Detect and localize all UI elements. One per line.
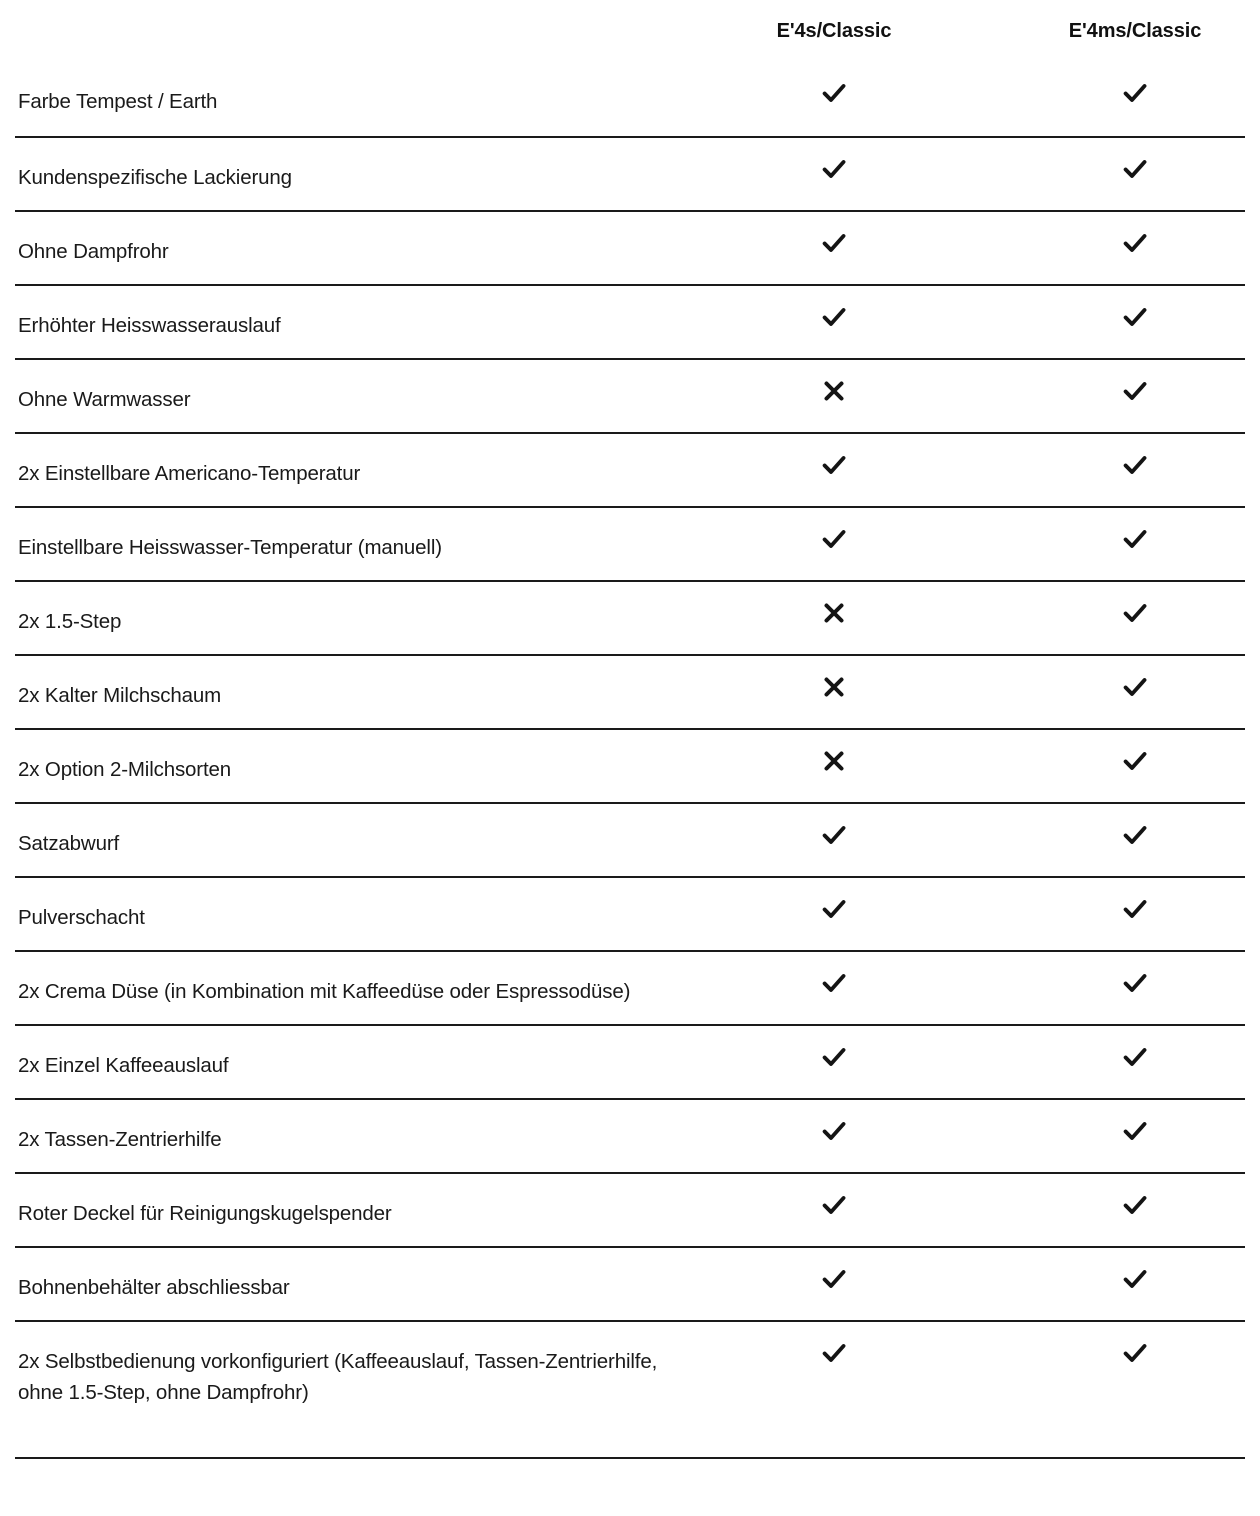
availability-cell-e4ms_classic <box>1009 212 1260 258</box>
column-header-e4ms-classic: E'4ms/Classic <box>1068 20 1202 42</box>
table-row <box>15 878 1245 952</box>
check-icon <box>1120 598 1150 628</box>
table-header-row <box>15 0 1245 62</box>
table-row <box>15 952 1245 1026</box>
check-icon <box>1120 524 1150 554</box>
availability-cell-e4s_classic <box>708 434 960 480</box>
feature-label: 2x Einstellbare Americano-Temperatur <box>18 462 361 485</box>
cross-icon <box>819 746 849 776</box>
check-icon <box>819 1338 849 1368</box>
check-icon <box>1120 1264 1150 1294</box>
availability-cell-e4ms_classic <box>1009 1100 1260 1146</box>
availability-cell-e4s_classic <box>708 1248 960 1294</box>
feature-label: Ohne Warmwasser <box>18 388 191 411</box>
table-row <box>15 286 1245 360</box>
check-icon <box>819 1042 849 1072</box>
feature-label: 2x Crema Düse (in Kombination mit Kaffeedüse oder Espressodüse) <box>18 980 631 1003</box>
availability-cell-e4ms_classic <box>1009 656 1260 702</box>
check-icon <box>819 228 849 258</box>
availability-cell-e4s_classic <box>708 138 960 184</box>
availability-cell-e4ms_classic <box>1009 730 1260 776</box>
feature-label: Ohne Dampfrohr <box>18 240 169 263</box>
check-icon <box>819 1116 849 1146</box>
availability-cell-e4ms_classic <box>1009 1026 1260 1072</box>
table-row <box>15 212 1245 286</box>
feature-label: Pulverschacht <box>18 906 145 929</box>
table-row <box>15 62 1245 138</box>
availability-cell-e4s_classic <box>708 508 960 554</box>
table-row <box>15 804 1245 878</box>
availability-cell-e4ms_classic <box>1009 62 1260 108</box>
cross-icon <box>819 376 849 406</box>
feature-label: Einstellbare Heisswasser-Temperatur (manuell) <box>18 536 442 559</box>
check-icon <box>1120 1190 1150 1220</box>
availability-cell-e4ms_classic <box>1009 1322 1260 1368</box>
table-row <box>15 656 1245 730</box>
availability-cell-e4s_classic <box>708 1174 960 1220</box>
table-row <box>15 1174 1245 1248</box>
check-icon <box>1120 376 1150 406</box>
availability-cell-e4ms_classic <box>1009 952 1260 998</box>
check-icon <box>1120 672 1150 702</box>
availability-cell-e4s_classic <box>708 360 960 406</box>
table-row <box>15 508 1245 582</box>
check-icon <box>819 968 849 998</box>
check-icon <box>819 524 849 554</box>
check-icon <box>819 820 849 850</box>
check-icon <box>1120 820 1150 850</box>
availability-cell-e4s_classic <box>708 878 960 924</box>
table-body <box>15 62 1245 1459</box>
check-icon <box>1120 154 1150 184</box>
feature-label: 2x Selbstbedienung vorkonfiguriert (Kaffeeauslauf, Tassen-Zentrierhilfe, ohne 1.5-Step, ohne Dampfrohr) <box>18 1350 658 1404</box>
availability-cell-e4s_classic <box>708 212 960 258</box>
table-row <box>15 1026 1245 1100</box>
availability-cell-e4s_classic <box>708 1322 960 1368</box>
table-row <box>15 1100 1245 1174</box>
availability-cell-e4ms_classic <box>1009 582 1260 628</box>
check-icon <box>819 302 849 332</box>
table-row <box>15 582 1245 656</box>
check-icon <box>1120 1042 1150 1072</box>
availability-cell-e4s_classic <box>708 656 960 702</box>
availability-cell-e4ms_classic <box>1009 138 1260 184</box>
feature-label: Farbe Tempest / Earth <box>18 90 218 113</box>
check-icon <box>1120 746 1150 776</box>
availability-cell-e4s_classic <box>708 582 960 628</box>
feature-label: 2x Einzel Kaffeeauslauf <box>18 1054 229 1077</box>
feature-label: Satzabwurf <box>18 832 120 855</box>
check-icon <box>1120 78 1150 108</box>
check-icon <box>1120 450 1150 480</box>
table-row <box>15 1248 1245 1322</box>
check-icon <box>819 450 849 480</box>
check-icon <box>1120 302 1150 332</box>
availability-cell-e4s_classic <box>708 730 960 776</box>
availability-cell-e4s_classic <box>708 952 960 998</box>
check-icon <box>1120 1338 1150 1368</box>
availability-cell-e4s_classic <box>708 62 960 108</box>
check-icon <box>819 78 849 108</box>
feature-label: Erhöhter Heisswasserauslauf <box>18 314 281 337</box>
availability-cell-e4ms_classic <box>1009 286 1260 332</box>
check-icon <box>819 1190 849 1220</box>
availability-cell-e4s_classic <box>708 1026 960 1072</box>
feature-label: Roter Deckel für Reinigungskugelspender <box>18 1202 392 1225</box>
check-icon <box>1120 228 1150 258</box>
availability-cell-e4ms_classic <box>1009 804 1260 850</box>
availability-cell-e4ms_classic <box>1009 1174 1260 1220</box>
check-icon <box>1120 1116 1150 1146</box>
check-icon <box>819 894 849 924</box>
table-row <box>15 1322 1245 1459</box>
availability-cell-e4ms_classic <box>1009 878 1260 924</box>
cross-icon <box>819 672 849 702</box>
column-header-e4s-classic: E'4s/Classic <box>776 20 892 42</box>
availability-cell-e4s_classic <box>708 286 960 332</box>
table-row <box>15 138 1245 212</box>
check-icon <box>819 154 849 184</box>
availability-cell-e4ms_classic <box>1009 508 1260 554</box>
table-row <box>15 434 1245 508</box>
availability-cell-e4ms_classic <box>1009 360 1260 406</box>
cross-icon <box>819 598 849 628</box>
feature-label: 2x Tassen-Zentrierhilfe <box>18 1128 222 1151</box>
availability-cell-e4s_classic <box>708 804 960 850</box>
availability-cell-e4s_classic <box>708 1100 960 1146</box>
availability-cell-e4ms_classic <box>1009 1248 1260 1294</box>
table-row <box>15 360 1245 434</box>
check-icon <box>1120 968 1150 998</box>
feature-label: 2x Option 2-Milchsorten <box>18 758 232 781</box>
feature-label: Kundenspezifische Lackierung <box>18 166 292 189</box>
check-icon <box>819 1264 849 1294</box>
table-row <box>15 730 1245 804</box>
check-icon <box>1120 894 1150 924</box>
availability-cell-e4ms_classic <box>1009 434 1260 480</box>
feature-label: Bohnenbehälter abschliessbar <box>18 1276 290 1299</box>
feature-label: 2x 1.5-Step <box>18 610 122 633</box>
feature-label: 2x Kalter Milchschaum <box>18 684 222 707</box>
